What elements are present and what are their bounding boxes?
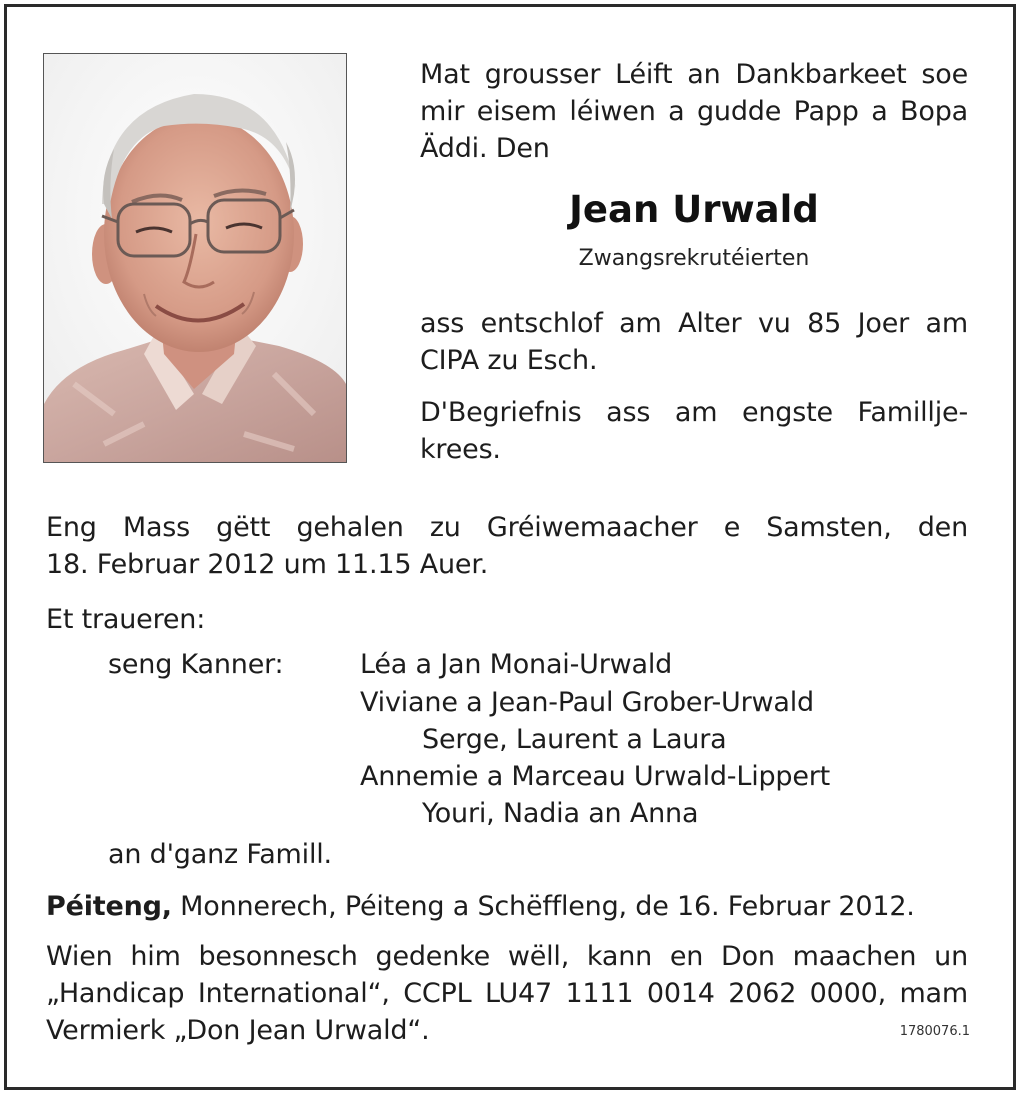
intro-line-1: Mat grousser Léift an Dankbarkeet soe xyxy=(420,59,968,90)
deceased-subtitle: Zwangsrekrutéierten xyxy=(578,246,810,271)
mass-line-2: 18. Februar 2012 um 11.15 Auer. xyxy=(46,549,489,580)
children-label: seng Kanner: xyxy=(108,649,284,680)
child-entry: Viviane a Jean-Paul Grober-Urwald xyxy=(360,687,814,718)
grandchildren-entry: Serge, Laurent a Laura xyxy=(422,724,727,755)
mourners-heading: Et traueren: xyxy=(46,604,206,635)
donation-line-3: Vermierk „Don Jean Urwald“. xyxy=(46,1015,430,1046)
place-date-rest: Monnerech, Péiteng a Schëffleng, de 16. Februar 2012. xyxy=(171,891,915,922)
portrait-illustration xyxy=(44,54,346,462)
portrait-photo xyxy=(43,53,347,463)
child-entry: Léa a Jan Monai-Urwald xyxy=(360,649,673,680)
family-line: an d'ganz Famill. xyxy=(108,839,332,870)
donation-line-2: „Handicap International“, CCPL LU47 1111 0014 2062 0000, mam xyxy=(46,978,968,1009)
death-line-1: ass entschlof am Alter vu 85 Joer am xyxy=(420,308,968,339)
deceased-name: Jean Urwald xyxy=(569,188,819,231)
burial-line-1: D'Begriefnis ass am engste Famillje- xyxy=(420,397,968,428)
donation-line-1: Wien him besonnesch gedenke wëll, kann en Don maachen un xyxy=(46,941,968,972)
place-name: Péiteng, xyxy=(46,891,172,922)
intro-line-3: Äddi. Den xyxy=(420,133,550,164)
grandchildren-entry: Youri, Nadia an Anna xyxy=(422,798,699,829)
mass-line-1: Eng Mass gëtt gehalen zu Gréiwemaacher e Samsten, den xyxy=(46,512,968,543)
intro-line-2: mir eisem léiwen a gudde Papp a Bopa xyxy=(420,96,968,127)
death-line-2: CIPA zu Esch. xyxy=(420,345,598,376)
reference-number: 1780076.1 xyxy=(899,1024,970,1039)
place-date-line xyxy=(46,888,915,925)
burial-line-2: krees. xyxy=(420,434,501,465)
child-entry: Annemie a Marceau Urwald-Lippert xyxy=(360,761,831,792)
